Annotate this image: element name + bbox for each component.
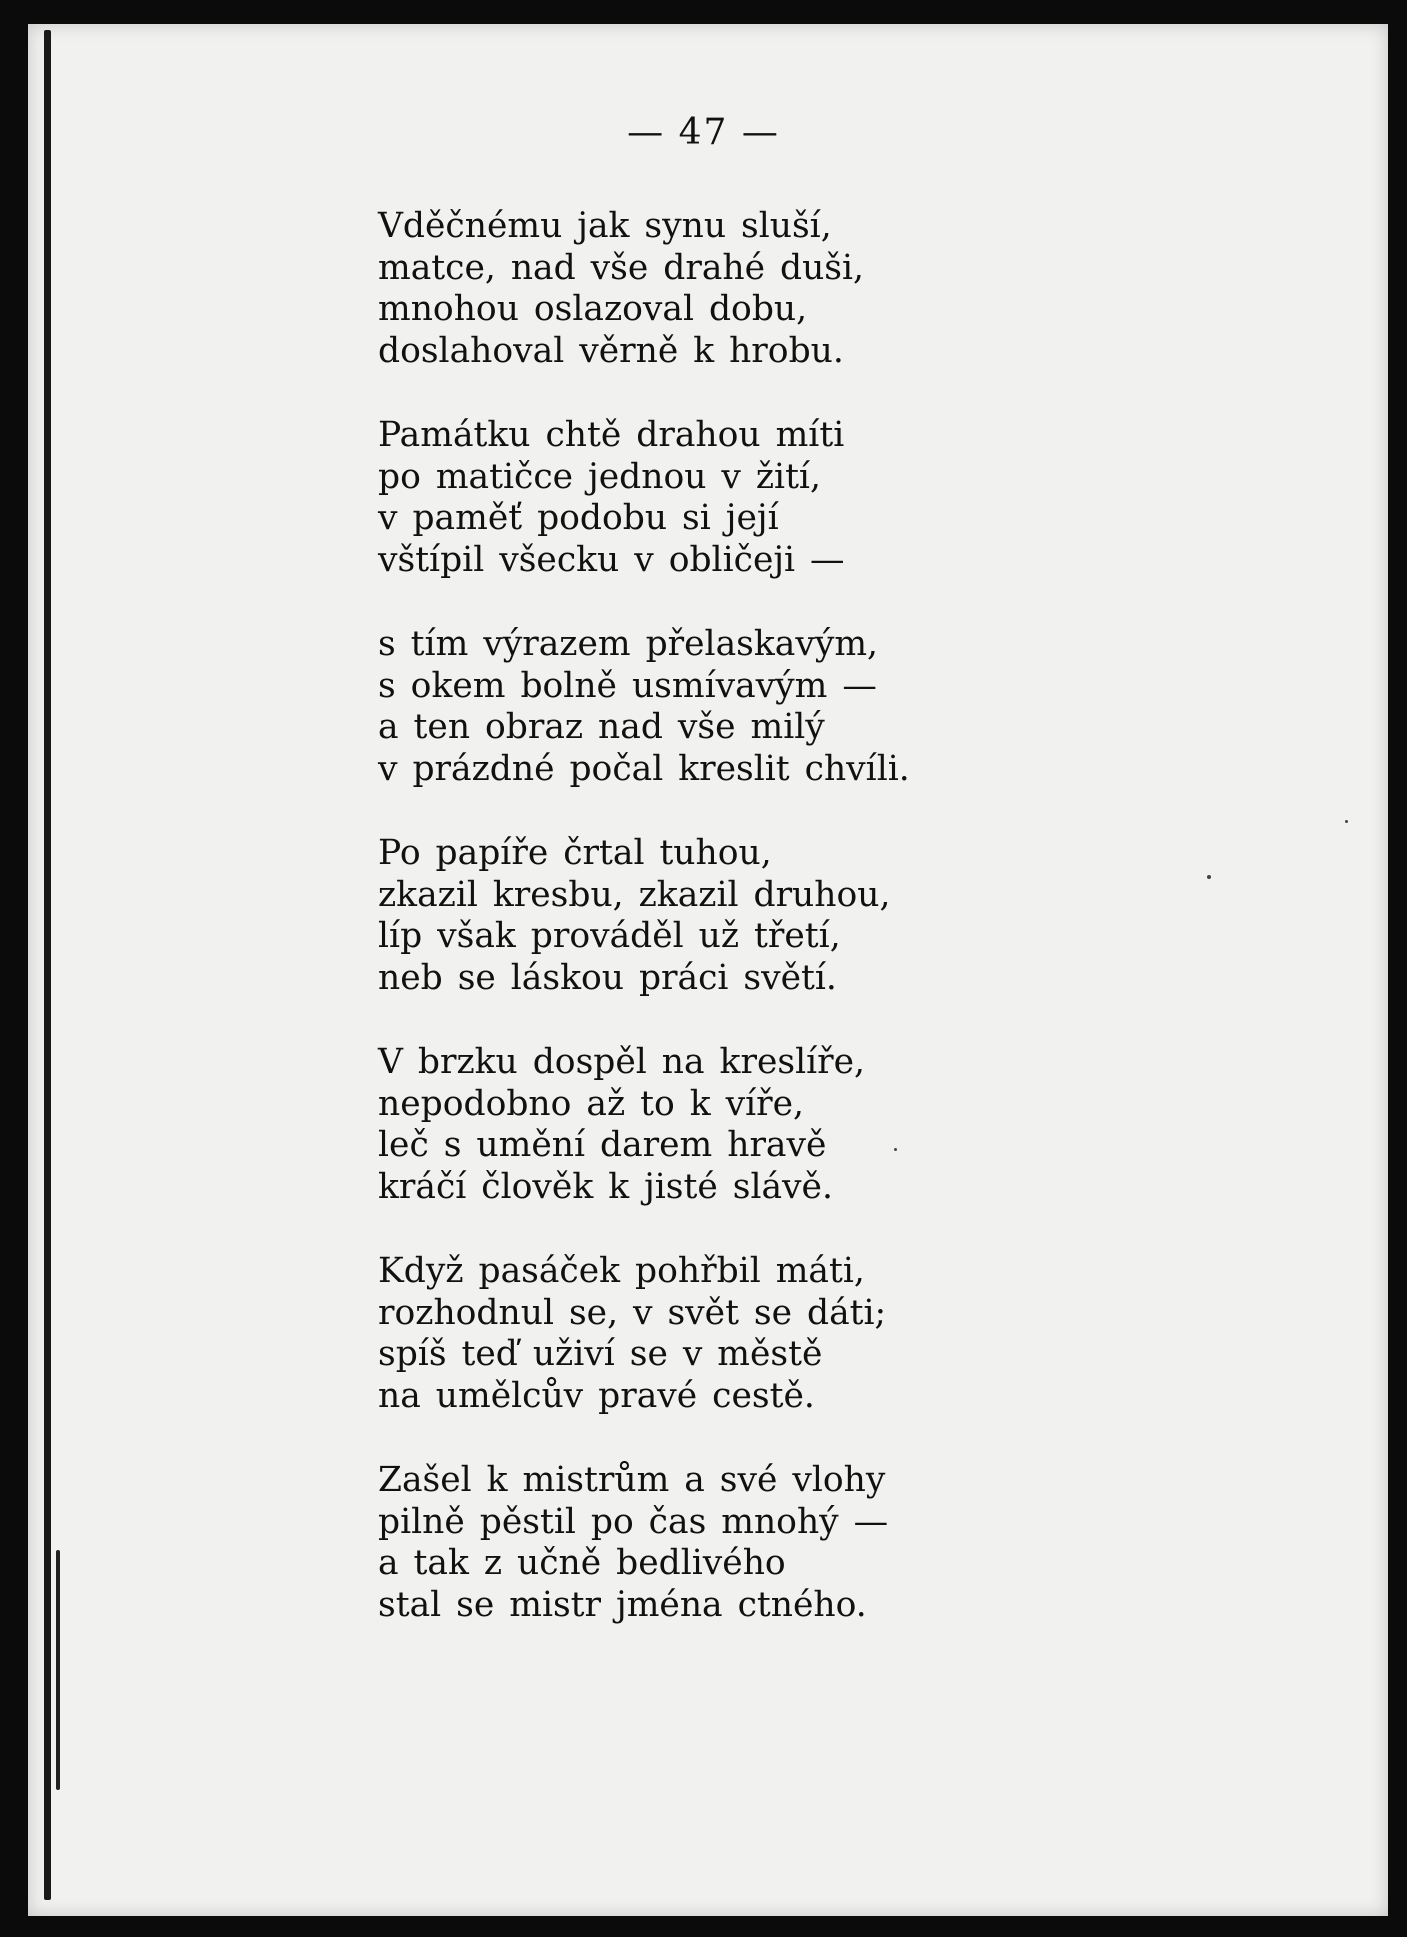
poem-line: s tím výrazem přelaskavým, [378, 624, 879, 664]
poem-line: Zašel k mistrům a své vlohy [378, 1460, 886, 1500]
poem-line: líp však prováděl už třetí, [378, 916, 841, 956]
poem-line: nepodobno až to k víře, [378, 1083, 804, 1124]
poem-line: spíš teď uživí se v městě [378, 1334, 823, 1374]
stanza [378, 1460, 1018, 1626]
poem-line: v paměť podobu si její [378, 498, 779, 538]
poem-line: Po papíře črtal tuhou, [378, 833, 772, 873]
poem-line: Památku chtě drahou míti [378, 415, 845, 455]
poem-line: matce, nad vše drahé duši, [378, 247, 864, 288]
poem-line: Když pasáček pohřbil máti, [378, 1251, 865, 1291]
poem-line: stal se mistr jména ctného. [378, 1584, 867, 1625]
poem-line: kráčí člověk k jisté slávě. [378, 1166, 833, 1207]
binding-edge [44, 30, 51, 1900]
poem-line: po matičce jednou v žití, [378, 456, 821, 497]
poem [378, 206, 1018, 1669]
poem-line: mnohou oslazoval dobu, [378, 289, 808, 329]
poem-line: pilně pěstil po čas mnohý — [378, 1501, 889, 1542]
paper-speck [1207, 875, 1211, 879]
poem-line: v prázdné počal kreslit chvíli. [378, 748, 910, 789]
poem-line: na umělcův pravé cestě. [378, 1375, 815, 1416]
stanza [378, 1251, 1018, 1417]
poem-line: leč s umění darem hravě [378, 1125, 827, 1165]
poem-line: s okem bolně usmívavým — [378, 665, 877, 706]
poem-line: a tak z učně bedlivého [378, 1543, 786, 1583]
poem-line: doslahoval věrně k hrobu. [378, 330, 844, 371]
poem-line: zkazil kresbu, zkazil druhou, [378, 874, 891, 915]
page-number: — 47 — [627, 112, 780, 153]
poem-line: rozhodnul se, v svět se dáti; [378, 1292, 887, 1333]
poem-line: Vděčnému jak synu sluší, [378, 206, 832, 246]
poem-line: a ten obraz nad vše milý [378, 707, 825, 747]
paper-speck [1345, 820, 1348, 823]
binding-edge-shadow [56, 1550, 60, 1790]
stanza [378, 624, 1018, 790]
stanza [378, 1042, 1018, 1208]
stanza [378, 415, 1018, 581]
stanza [378, 206, 1018, 372]
stanza [378, 833, 1018, 999]
poem-line: vštípil všecku v obličeji — [378, 539, 845, 580]
poem-line: neb se láskou práci světí. [378, 957, 837, 998]
poem-line: V brzku dospěl na kreslíře, [378, 1042, 866, 1082]
